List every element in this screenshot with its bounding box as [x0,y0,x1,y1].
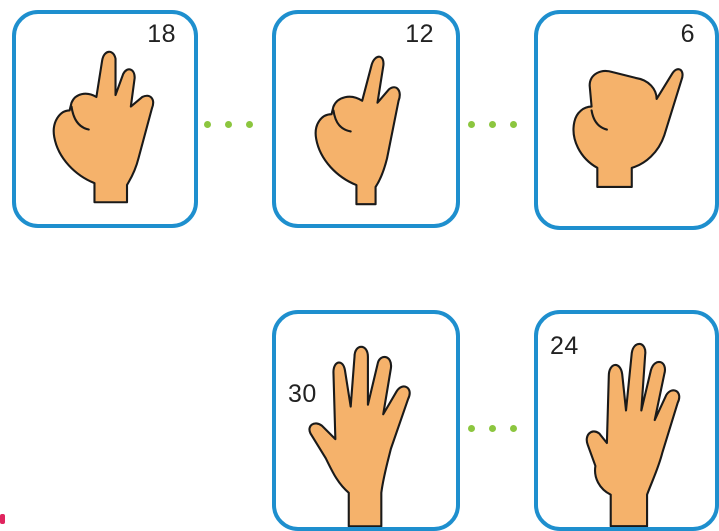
dot [468,425,475,432]
card-number: 30 [288,380,317,408]
edge-mark [0,514,5,524]
dot [510,425,517,432]
hand-five-fingers-icon [276,314,456,527]
card-30 [272,310,460,531]
connector-dots [204,121,253,128]
dot [225,121,232,128]
connector-dots [468,425,517,432]
card-number: 18 [147,20,176,48]
card-number: 6 [680,20,695,48]
dot [468,121,475,128]
card-number: 12 [405,20,434,48]
card-18 [12,10,198,228]
card-number: 24 [550,332,579,360]
dot [510,121,517,128]
card-6 [534,10,719,230]
card-12 [272,10,460,228]
dot [489,121,496,128]
dot [489,425,496,432]
dot [204,121,211,128]
connector-dots [468,121,517,128]
dot [246,121,253,128]
card-24 [534,310,719,531]
